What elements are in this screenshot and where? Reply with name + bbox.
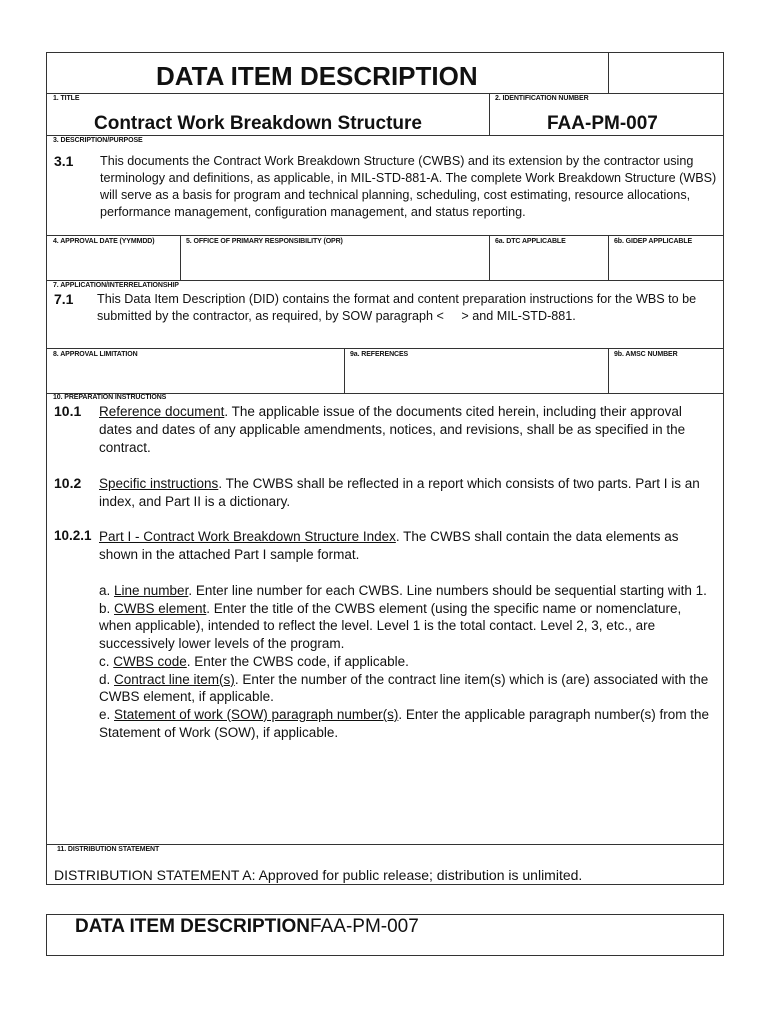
- form-title: DATA ITEM DESCRIPTION: [156, 61, 478, 91]
- item-a-text: . Enter line number for each CWBS. Line numbers should be sequential starting with 1.: [188, 583, 707, 598]
- description-rule: [46, 235, 724, 236]
- title-label: 1. TITLE: [53, 95, 80, 102]
- item-d-heading: Contract line item(s): [114, 671, 235, 687]
- p2-text: . The CWBS shall be reflected in a report which consists of two parts. Part I is an index, and Part II is a dictionary.: [99, 476, 700, 509]
- p2-paragraph: [99, 475, 713, 511]
- item-b-prefix: b.: [99, 600, 115, 616]
- item-e-prefix: e.: [99, 706, 115, 722]
- approval-divider-1: [180, 235, 181, 280]
- item-e-text: . Enter the applicable paragraph number(s) from the Statement of Work (SOW), if applicable.: [99, 706, 710, 740]
- distribution-label: 11. DISTRIBUTION STATEMENT: [57, 846, 160, 853]
- title-value: Contract Work Breakdown Structure: [94, 113, 422, 134]
- item-c-text: . Enter the CWBS code, if applicable.: [186, 653, 409, 669]
- title-id-divider: [489, 93, 490, 135]
- p3-heading: Part I - Contract Work Breakdown Structure Index: [99, 529, 396, 544]
- approval-divider-2: [489, 235, 490, 280]
- application-label: 7. APPLICATION/INTERRELATIONSHIP: [53, 282, 179, 289]
- p2-heading: Specific instructions: [99, 476, 219, 491]
- p1-heading: Reference document: [99, 404, 225, 419]
- title-rule: [46, 135, 724, 136]
- list-item: [99, 706, 711, 741]
- id-label: 2. IDENTIFICATION NUMBER: [495, 95, 589, 102]
- p1-number: 10.1: [54, 403, 82, 419]
- description-label: 3. DESCRIPTION/PURPOSE: [53, 137, 143, 144]
- limitation-label: 8. APPROVAL LIMITATION: [53, 351, 138, 358]
- list-item: [99, 582, 711, 600]
- item-d-prefix: d.: [99, 671, 115, 687]
- approval-rule: [46, 280, 724, 281]
- list-item: [99, 671, 711, 706]
- description-number: 3.1: [54, 153, 74, 169]
- approval-date-label: 4. APPROVAL DATE (YYMMDD): [53, 238, 155, 245]
- item-d-text: . Enter the number of the contract line item(s) which is (are) associated with the CWBS element, if applicable.: [99, 671, 709, 705]
- item-list: [99, 582, 711, 741]
- p2-number: 10.2: [54, 475, 82, 491]
- limitation-divider-1: [344, 348, 345, 393]
- footer-line: [75, 916, 419, 938]
- item-b-heading: CWBS element: [114, 600, 207, 616]
- p1-paragraph: [99, 403, 717, 457]
- dtc-label: 6a. DTC APPLICABLE: [495, 238, 566, 245]
- list-item: [99, 600, 711, 653]
- application-number: 7.1: [54, 291, 74, 307]
- id-value: FAA-PM-007: [547, 113, 658, 134]
- footer-title: DATA ITEM DESCRIPTION: [75, 916, 311, 937]
- item-e-heading: Statement of work (SOW) paragraph number(s): [114, 706, 399, 722]
- p3-text: . The CWBS shall contain the data elements as shown in the attached Part I sample format.: [99, 529, 679, 562]
- p3-paragraph: [99, 528, 709, 564]
- p1-text: . The applicable issue of the documents cited herein, including their approval dates and dates of any applicable amendments, notices, and revisions, shall be as specified in the contract.: [99, 404, 686, 455]
- references-label: 9a. REFERENCES: [350, 351, 409, 358]
- preparation-label: 10. PREPARATION INSTRUCTIONS: [53, 394, 167, 401]
- amsc-label: 9b. AMSC NUMBER: [614, 351, 678, 358]
- opr-label: 5. OFFICE OF PRIMARY RESPONSIBILITY (OPR): [186, 238, 343, 245]
- gidep-label: 6b. GIDEP APPLICABLE: [614, 238, 693, 245]
- limitation-divider-2: [608, 348, 609, 393]
- p3-number: 10.2.1: [54, 528, 92, 543]
- approval-divider-3: [608, 235, 609, 280]
- item-c-heading: CWBS code: [113, 653, 187, 669]
- header-divider: [608, 52, 609, 94]
- list-item: [99, 653, 711, 671]
- item-b-text: . Enter the title of the CWBS element (using the specific name or nomenclature, when applicable), intended to reflect the level. Level 1 is the total contact. Level 2, 3, etc., are successively lower levels of the program.: [99, 600, 682, 652]
- description-text: This documents the Contract Work Breakdown Structure (CWBS) and its extension by the contractor using terminology and definitions, as applicable, in MIL-STD-881-A. The complete Work Breakdown Structure (WBS) will serve as a basis for program and technical planning, scheduling, cost estimating, resource allocations, performance management, configuration management, and status reporting.: [100, 154, 717, 219]
- footer-id: FAA-PM-007: [310, 916, 419, 937]
- application-text: This Data Item Description (DID) contains the format and content preparation instructions for the WBS to be submitted by the contractor, as required, by SOW paragraph < > and MIL-STD-881.: [97, 292, 700, 323]
- application-rule: [46, 348, 724, 349]
- distribution-rule: [46, 844, 724, 845]
- item-c-prefix: c.: [99, 653, 114, 669]
- header-rule: [46, 93, 724, 94]
- item-a-prefix: a.: [99, 583, 115, 598]
- distribution-text: DISTRIBUTION STATEMENT A: Approved for public release; distribution is unlimited.: [54, 867, 583, 883]
- item-a-heading: Line number: [114, 583, 189, 598]
